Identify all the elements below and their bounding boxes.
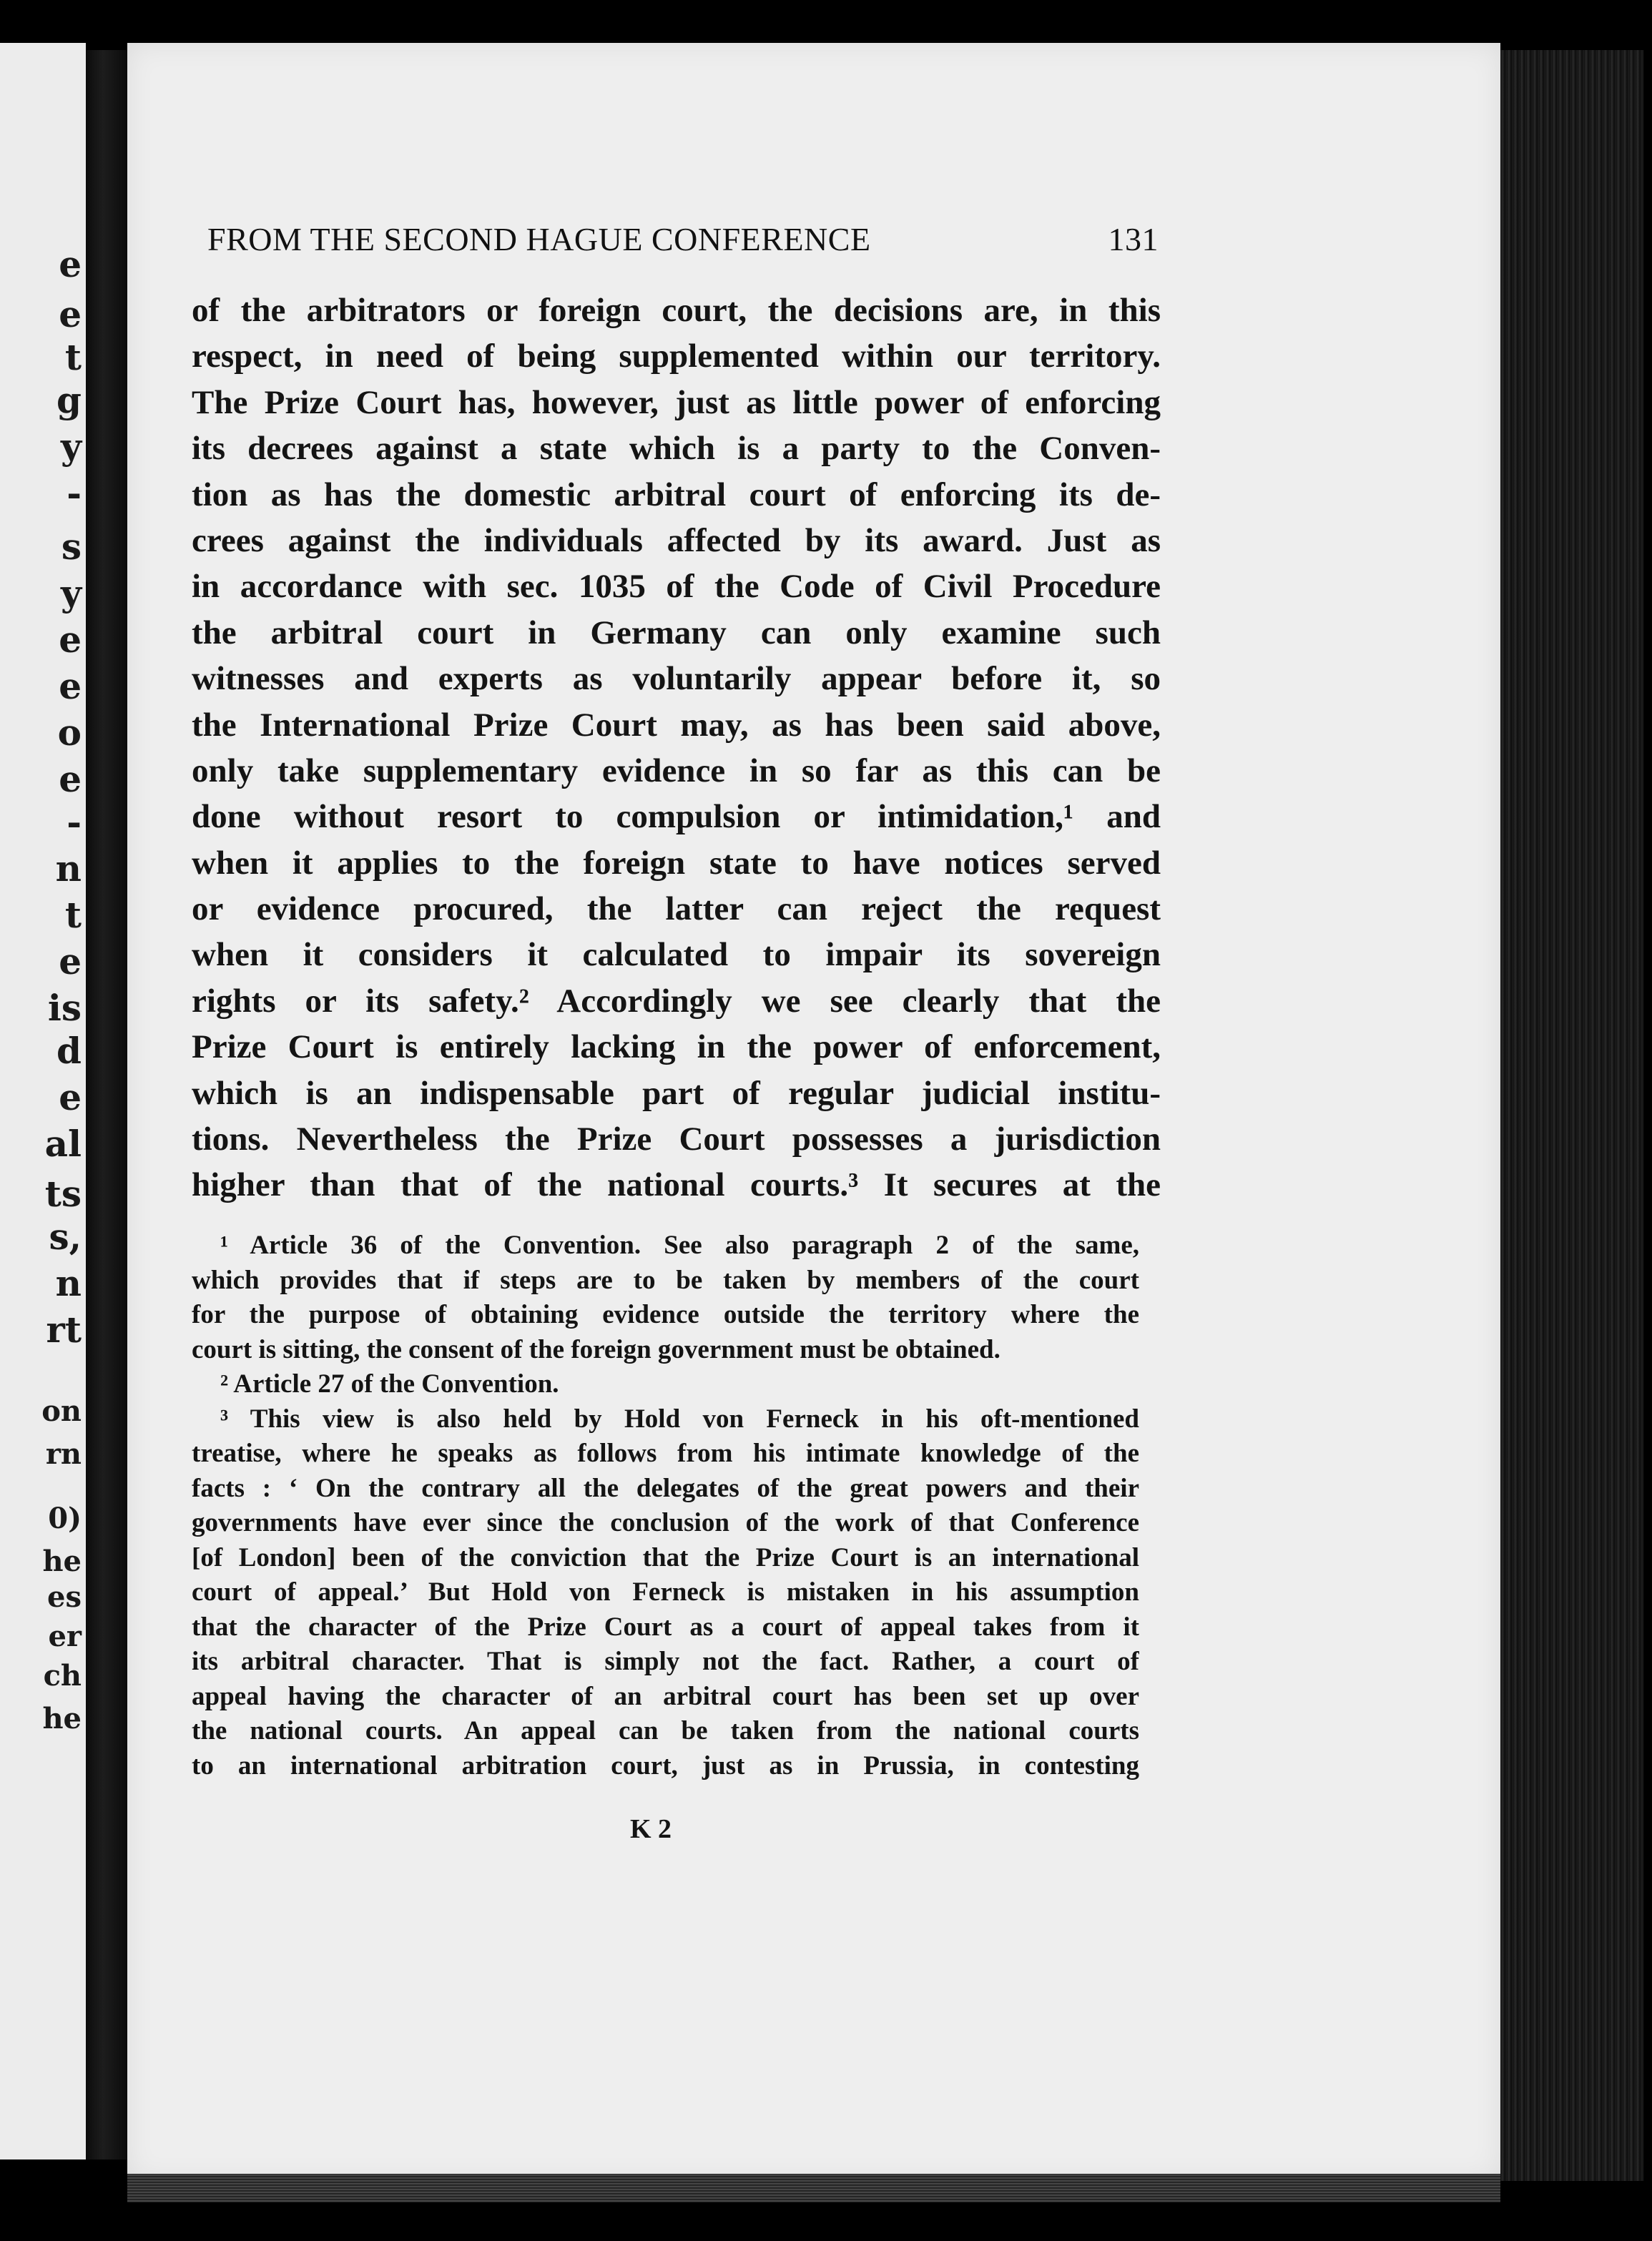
page-edges-bottom [127,2174,1500,2202]
body-line: the International Prize Court may, as has been said above, [192,706,1161,744]
facing-page-fragment: he [42,1702,82,1735]
page-edges-right [1500,50,1643,2181]
footnote-line: governments have ever since the conclusion of the work of that Conference [192,1508,1139,1537]
facing-page-fragment: d [56,1030,82,1072]
facing-page-fragment: 0) [48,1502,82,1535]
body-line: tion as has the domestic arbitral court of enforcing its de- [192,476,1161,513]
body-line: when it considers it calculated to impair its sovereign [192,936,1161,974]
facing-page-sliver [0,43,86,2159]
facing-page-fragment: he [42,1545,82,1578]
body-line: respect, in need of being supplemented within our territory. [192,338,1161,375]
footnote-line: the national courts. An appeal can be taken from the national courts [192,1716,1139,1745]
body-line: of the arbitrators or foreign court, the decisions are, in this [192,292,1161,329]
footnote-line: [of London] been of the conviction that the Prize Court is an international [192,1542,1139,1572]
facing-page-fragment: s, [49,1216,82,1258]
footnote-line: for the purpose of obtaining evidence outside the territory where the [192,1300,1139,1329]
page-number: 131 [1108,221,1159,257]
footnote-line: its arbitral character. That is simply not the fact. Rather, a court of [192,1647,1139,1676]
footnote-line: that the character of the Prize Court as a court of appeal takes from it [192,1612,1139,1642]
footnote-line: facts : ‘ On the contrary all the delegates of the great powers and their [192,1473,1139,1503]
facing-page-fragment: ch [43,1659,82,1693]
facing-page-fragment: e [59,243,82,285]
facing-page-fragment: n [55,847,82,890]
running-title: FROM THE SECOND HAGUE CONFERENCE [207,221,871,257]
facing-page-fragment: e [59,758,82,800]
facing-page-fragment: n [55,1262,82,1304]
footnote-line: appeal having the character of an arbitral court has been set up over [192,1681,1139,1711]
body-line: done without resort to compulsion or intimidation,¹ and [192,798,1161,836]
facing-page-fragment: o [57,711,82,754]
facing-page-fragment: er [48,1620,82,1653]
body-text [192,287,1161,1208]
body-line: The Prize Court has, however, just as little power of enforcing [192,383,1161,421]
footnote-line: ¹ Article 36 of the Convention. See also paragraph 2 of the same, [220,1231,1139,1260]
body-line: when it applies to the foreign state to have notices served [192,844,1161,882]
body-line: which is an indispensable part of regular judicial institu- [192,1074,1161,1112]
body-line: only take supplementary evidence in so far as this can be [192,752,1161,789]
facing-page-fragment: - [67,801,82,843]
facing-page-fragment: g [56,379,82,421]
body-line: in accordance with sec. 1035 of the Code of Civil Procedure [192,568,1161,606]
facing-page-fragment: t [64,336,82,378]
body-line: its decrees against a state which is a party to the Conven- [192,430,1161,468]
body-line: rights or its safety.² Accordingly we see clearly that the [192,982,1161,1020]
facing-page-fragment: t [64,894,82,936]
facing-page-fragment: e [59,293,82,335]
facing-page-fragment: e [59,665,82,707]
facing-page-fragment: rn [45,1437,82,1471]
body-line: higher than that of the national courts.³ It secures at the [192,1166,1161,1204]
facing-page-fragment: y [60,425,82,468]
body-line: tions. Nevertheless the Prize Court possesses a jurisdiction [192,1120,1161,1158]
footnote-line: treatise, where he speaks as follows from his intimate knowledge of the [192,1439,1139,1468]
facing-page-fragment: ts [44,1173,82,1215]
footnotes [192,1228,1139,1783]
facing-page-fragment: es [47,1580,82,1614]
body-line: witnesses and experts as voluntarily appear before it, so [192,660,1161,698]
facing-page-fragment: al [44,1123,82,1165]
facing-page-fragment: rt [46,1309,82,1351]
footnote-line: ³ This view is also held by Hold von Ferneck in his oft-mentioned [220,1404,1139,1434]
facing-page-fragment: - [67,472,82,514]
facing-page-fragment: on [41,1394,82,1428]
facing-page-fragment: y [60,572,82,614]
footnote-line: ² Article 27 of the Convention. [220,1369,559,1399]
footnote-line: which provides that if steps are to be taken by members of the court [192,1265,1139,1295]
signature-mark: K 2 [629,1814,672,1844]
body-line: Prize Court is entirely lacking in the power of enforcement, [192,1028,1161,1066]
facing-page-fragment: is [47,987,82,1029]
facing-page-fragment: e [59,940,82,982]
facing-page-fragment: e [59,1076,82,1118]
body-line: or evidence procured, the latter can reject the request [192,890,1161,928]
footnote-line: court of appeal.’ But Hold von Ferneck is mistaken in his assumption [192,1577,1139,1607]
body-line: the arbitral court in Germany can only examine such [192,614,1161,651]
book-gutter [86,50,129,2159]
facing-page-fragment: e [59,619,82,661]
body-line: crees against the individuals affected by its award. Just as [192,521,1161,559]
footnote-line: court is sitting, the consent of the foreign government must be obtained. [192,1334,1000,1364]
facing-page-fragment: s [61,526,82,568]
running-header [207,220,1159,270]
footnote-line: to an international arbitration court, just as in Prussia, in contesting [192,1750,1139,1781]
